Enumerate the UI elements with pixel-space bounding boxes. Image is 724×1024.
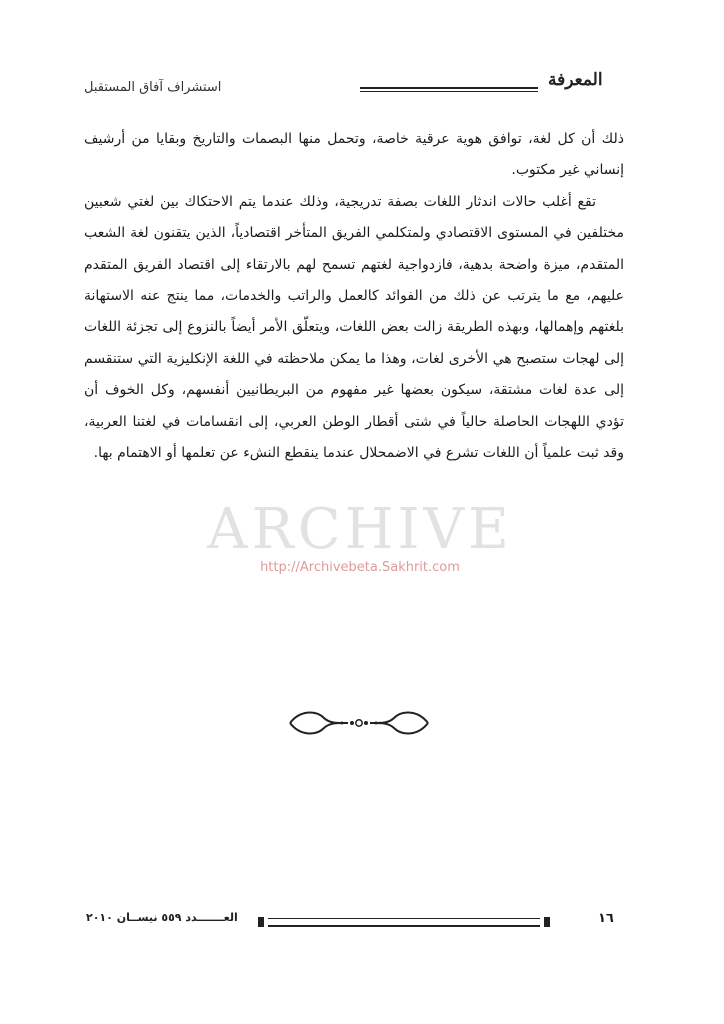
paragraph: تقع أغلب حالات اندثار اللغات بصفة تدريجية، وذلك عندما يتم الاحتكاك بين لغتي شعبين مختلفين في المستوى الاقتصادي ولمتكلمي الفريق المتأخر اقتصادياً، الذين يتقنون لغة الشعب المتقدم، ميزة واضحة بدهية، فازدواجية لغتهم تسمح لهم بالارتقاء إلى اقتصاد الفريق المتقدم عليهم، مع ما يترتب عن ذلك من الفوائد كالعمل والراتب والخدمات، مما ينتج عنه الاستهانة بلغتهم وإهمالها، وبهذه الطريقة زالت بعض اللغات، ويتعلّق الأمر أيضاً بالنزوع إلى تجزئة اللغات إلى لهجات ستصبح هي الأخرى لغات، وهذا ما يمكن ملاحظته في اللغة الإنكليزية التي ستنقسم إلى عدة لغات مشتقة، سيكون بعضها غير مفهوم من البريطانيين أنفسهم، وكل الخوف أن تؤدي اللهجات الحاصلة حالياً في شتى أقطار الوطن العربي، إلى انقسامات في لغتنا العربية، وقد ثبت علمياً أن اللغات تشرع في الاضمحلال عندما ينقطع النشء عن تعلمها أو الاهتمام بها.	[84, 193, 624, 462]
header-rule	[360, 87, 538, 92]
magazine-logo: المعرفة	[548, 70, 603, 90]
paragraph: ذلك أن كل لغة، توافق هوية عرقية خاصة، وتحمل منها البصمات والتاريخ وبقايا من أرشيف إنساني غير مكتوب.	[84, 131, 624, 179]
footer-rule-bar	[268, 918, 540, 927]
watermark-url: http://Archivebeta.Sakhrit.com	[260, 560, 460, 575]
ornament-divider-icon	[286, 706, 432, 740]
page-number: ١٦	[598, 911, 614, 926]
archive-watermark: ARCHIVE	[207, 497, 513, 562]
footer-rule	[258, 917, 550, 927]
article-body	[84, 124, 624, 469]
issue-info: العـــــــدد ٥٥٩ نيســان ٢٠١٠	[86, 911, 238, 924]
footer-rule-end	[544, 917, 550, 927]
article-title: استشراف آفاق المستقبل	[84, 80, 222, 95]
